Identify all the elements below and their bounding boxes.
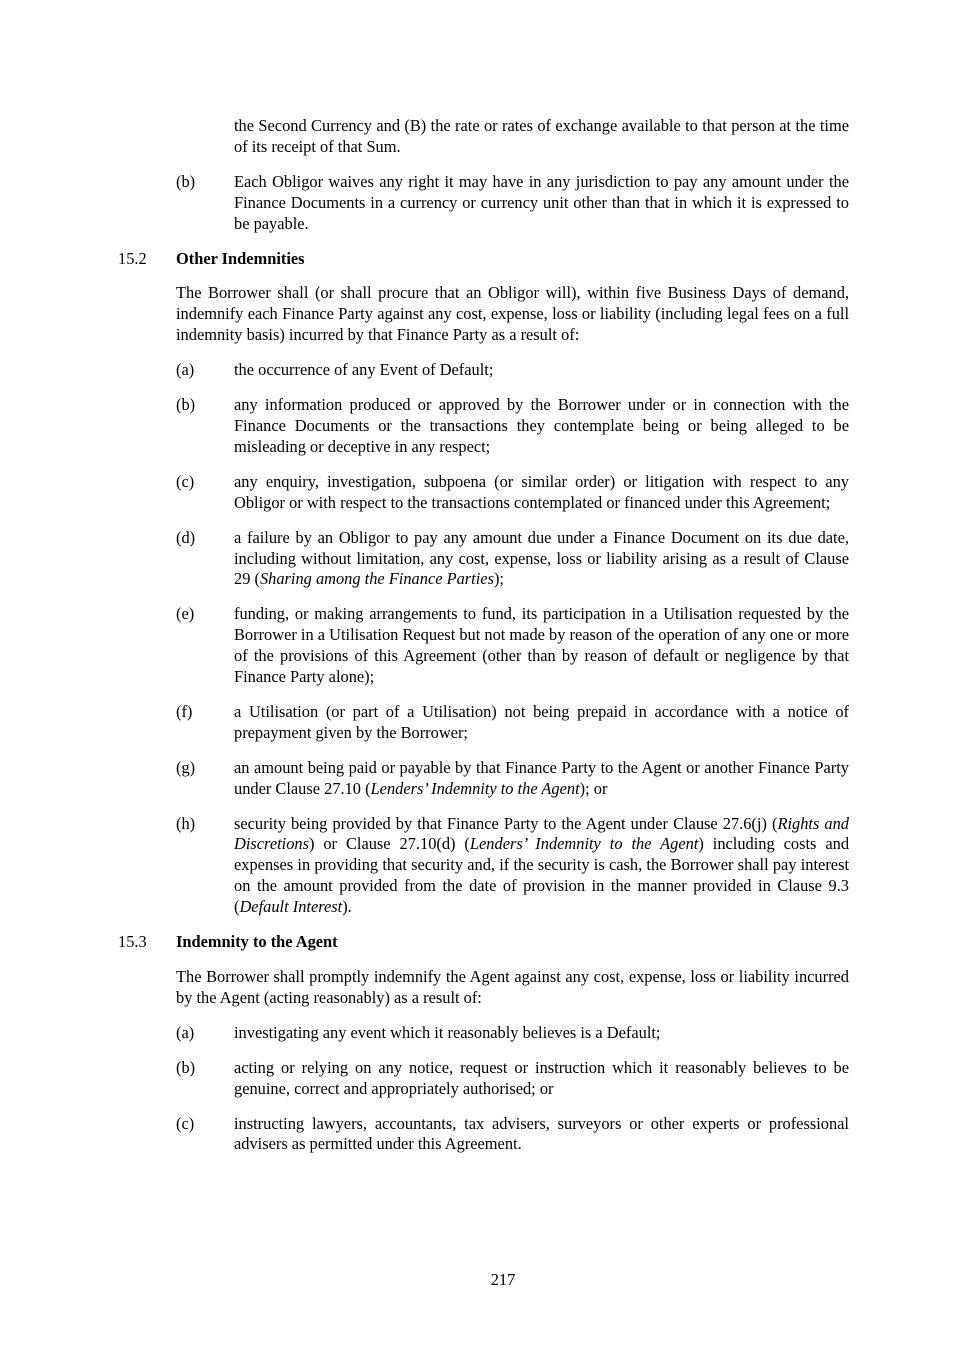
list-item-text: any enquiry, investigation, subpoena (or similar order) or litigation with respect to any Obligor or with respect to the transactions contemplated or financed under this Agreement; [234, 471, 849, 512]
section-title: Other Indemnities [176, 248, 305, 268]
list-item-text: any information produced or approved by the Borrower under or in connection with the Finance Documents or the transactions they contemplate being or being alleged to be misleading or deceptive in any respect; [234, 395, 849, 456]
list-item-text: an amount being paid or payable by that Finance Party to the Agent or another Finance Party under Clause 27.10 (Lenders’ Indemnity to the Agent); or [234, 757, 849, 798]
section-15-3-intro: The Borrower shall promptly indemnify the Agent against any cost, expense, loss or liability incurred by the Agent (acting reasonably) as a result of: [176, 967, 849, 1007]
list-item-text: the occurrence of any Event of Default; [234, 360, 494, 380]
list-item-label: (e) [176, 604, 195, 624]
section-15-2-intro: The Borrower shall (or shall procure that an Obligor will), within five Business Days of demand, indemnify each Finance Party against any cost, expense, loss or liability (including legal fees on a full indemnity basis) incurred by that Finance Party as a result of: [176, 283, 849, 345]
list-item [176, 172, 849, 235]
list-item [176, 395, 849, 458]
list-item-label: (b) [176, 1057, 196, 1077]
section-number: 15.2 [118, 248, 147, 268]
list-item-text: acting or relying on any notice, request or instruction which it reasonably believes to be genuine, correct and appropriately authorised; or [234, 1057, 849, 1098]
document-content [118, 116, 849, 1169]
list-item [176, 360, 849, 381]
list-item-label: (b) [176, 395, 196, 415]
list-item-text: Each Obligor waives any right it may have in any jurisdiction to pay any amount under the Finance Documents in a currency or currency unit other than that in which it is expressed to be payable. [234, 171, 849, 233]
list-item [176, 604, 849, 688]
list-item-label: (g) [176, 757, 196, 777]
list-item-text: a Utilisation (or part of a Utilisation) not being prepaid in accordance with a notice of prepayment given by the Borrower; [234, 701, 849, 742]
list-item-text: a failure by an Obligor to pay any amount due under a Finance Document on its due date, including without limitation, any cost, expense, loss or liability arising as a result of Clause 29 (Sharing among the Finance Parties); [234, 527, 849, 589]
list-item [176, 528, 849, 591]
list-item [176, 814, 849, 919]
list-item-text: security being provided by that Finance Party to the Agent under Clause 27.6(j) (Rights and Discretions) or Clause 27.10(d) (Lenders’ Indemnity to the Agent) including costs and expenses in providing that security and, if the security is cash, the Borrower shall pay interest on the amount provided from the date of provision in the manner provided in Clause 9.3 (Default Interest). [234, 813, 850, 917]
continuation-paragraph: the Second Currency and (B) the rate or rates of exchange available to that person at the time of its receipt of that Sum. [234, 116, 849, 156]
list-item-label: (h) [176, 813, 196, 833]
section-number: 15.3 [118, 932, 147, 952]
list-item-label: (c) [176, 1113, 195, 1133]
list-item [176, 1114, 849, 1156]
list-item [176, 758, 849, 800]
list-item [176, 472, 849, 514]
list-item-label: (b) [176, 171, 196, 191]
page-number: 217 [490, 1270, 516, 1289]
list-item [176, 1023, 849, 1044]
section-heading-15-3 [118, 932, 849, 953]
list-item-text: instructing lawyers, accountants, tax advisers, surveyors or other experts or professional advisers as permitted under this Agreement. [234, 1113, 849, 1154]
list-item-label: (d) [176, 527, 196, 547]
list-item-label: (c) [176, 471, 195, 491]
list-item-text: funding, or making arrangements to fund, its participation in a Utilisation requested by the Borrower in a Utilisation Request but not made by reason of the operation of any one or more of the provisions of this Agreement (other than by reason of default or negligence by that Finance Party alone); [234, 604, 849, 687]
list-item-text: investigating any event which it reasonably believes is a Default; [234, 1022, 661, 1042]
list-item [176, 1058, 849, 1100]
section-title: Indemnity to the Agent [176, 932, 338, 952]
section-heading-15-2 [118, 249, 849, 270]
list-item [176, 702, 849, 744]
list-item-label: (a) [176, 1022, 195, 1042]
list-item-label: (a) [176, 360, 195, 380]
list-item-label: (f) [176, 701, 193, 721]
